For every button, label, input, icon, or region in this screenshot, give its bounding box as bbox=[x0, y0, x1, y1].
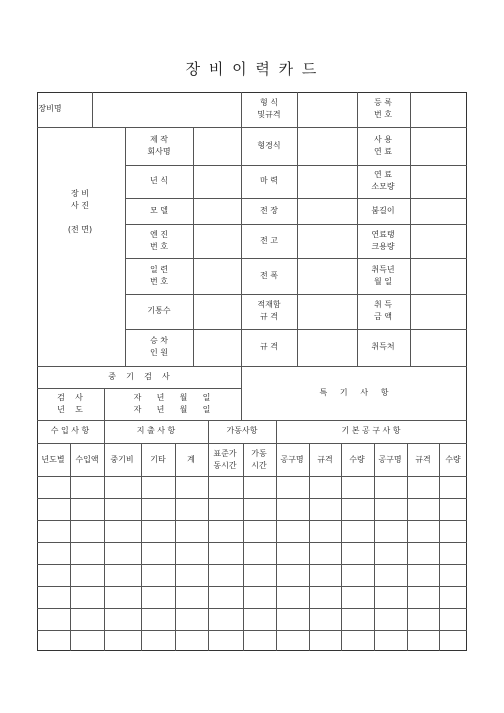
column-header: 수입액 bbox=[75, 455, 99, 464]
label-registration-no: 등 록 번 호 bbox=[374, 98, 392, 119]
column-header: 중기비 bbox=[110, 455, 134, 464]
label-year: 년 식 bbox=[150, 176, 168, 185]
column-header: 규격 bbox=[317, 455, 333, 464]
label-usage-fuel: 사 용 연 료 bbox=[374, 135, 392, 156]
label-power-type: 형경식 bbox=[257, 141, 281, 150]
label-height: 전 고 bbox=[260, 236, 278, 245]
column-header: 가동 시간 bbox=[251, 449, 267, 470]
label-serial-no: 일 련 번 호 bbox=[150, 265, 168, 286]
label-model-spec: 형 식 및규격 bbox=[257, 98, 281, 119]
label-expense-section: 지 출 사 항 bbox=[136, 426, 176, 435]
label-passengers: 승 차 인 원 bbox=[150, 336, 168, 357]
column-header: 년도별 bbox=[41, 455, 65, 464]
label-tools-section: 기 본 공 구 사 항 bbox=[341, 426, 401, 435]
column-header: 규격 bbox=[415, 455, 431, 464]
column-header: 수량 bbox=[349, 455, 365, 464]
column-header: 공구명 bbox=[378, 455, 402, 464]
label-special-notes: 특 기 사 항 bbox=[319, 388, 389, 397]
column-header: 공구명 bbox=[280, 455, 304, 464]
label-income-section: 수 입 사 항 bbox=[50, 426, 90, 435]
label-engine-no: 엔 진 번 호 bbox=[150, 230, 168, 251]
page-title: 장 비 이 력 카 드 bbox=[185, 60, 319, 78]
label-inspection-header: 중 기 검 사 bbox=[108, 372, 170, 381]
label-equipment-name: 장비명 bbox=[38, 104, 62, 113]
column-header: 기타 bbox=[150, 455, 166, 464]
label-acquired-amount: 취 득 금 액 bbox=[374, 300, 392, 321]
label-spec: 규 격 bbox=[260, 342, 278, 351]
label-acquired-date: 취득년 월 일 bbox=[371, 265, 395, 286]
label-horsepower: 마 력 bbox=[260, 176, 278, 185]
column-header: 수량 bbox=[445, 455, 461, 464]
label-operation-section: 가동사항 bbox=[226, 426, 258, 435]
column-header: 표준가 동시간 bbox=[213, 449, 237, 470]
label-inspection-date: 자 년 월 일 자 년 월 일 bbox=[133, 393, 211, 414]
label-acquired-from: 취득처 bbox=[371, 342, 395, 351]
label-cylinders: 기통수 bbox=[147, 306, 171, 315]
label-equipment-photo: 장 비 사 진 (전 면) bbox=[67, 189, 93, 234]
column-header: 계 bbox=[187, 455, 195, 464]
label-maker: 제 작 회사명 bbox=[147, 135, 171, 156]
label-inspection-year: 검 사 년 도 bbox=[57, 393, 83, 414]
label-fuel-consumption: 연 료 소모량 bbox=[371, 170, 395, 191]
label-width: 전 폭 bbox=[260, 271, 278, 280]
label-model: 모 델 bbox=[150, 206, 168, 215]
equipment-card-form bbox=[37, 92, 467, 651]
label-boom-length: 붐길이 bbox=[371, 206, 395, 215]
label-length: 전 장 bbox=[260, 206, 278, 215]
label-fuel-tank: 연료탱 크용량 bbox=[371, 230, 395, 251]
label-load-capacity: 적재함 규 격 bbox=[257, 300, 281, 321]
